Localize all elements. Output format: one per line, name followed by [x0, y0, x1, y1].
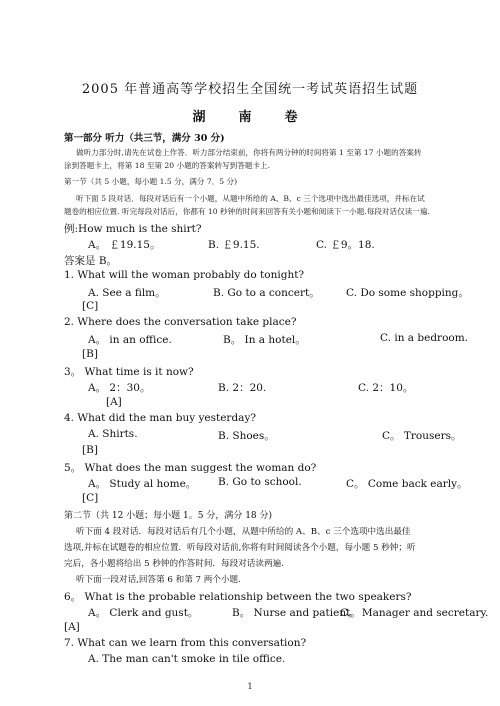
section1-heading: 第一节（共 5 小题，每小题 1.5 分，满分 7．5 分): [64, 177, 238, 186]
q3-answer: [A]: [106, 396, 122, 408]
q6-option-b: B。 Nurse and patient。: [232, 607, 361, 619]
q2-answer: [B]: [82, 348, 98, 360]
q5-answer: [C]: [82, 492, 99, 504]
section2-line4: 听下面一段对话,回答第 6 和第 7 两个小题.: [76, 575, 241, 585]
page-subtitle: 湖 南 卷: [192, 110, 308, 125]
page-number: 1: [247, 682, 253, 691]
q1-answer: [C]: [82, 300, 99, 312]
question-7: 7. What can we learn from this conversation?: [64, 637, 307, 649]
q6-option-c: C。 Manager and secretary.: [340, 607, 489, 619]
q5-option-a: A。 Study al home。: [88, 478, 197, 490]
section2-heading: 第二节（共 12 小题；每小题 1。5 分，满分 18 分): [64, 511, 273, 521]
q6-option-a: A。 Clerk and gust。: [88, 607, 199, 619]
q7-option-a: A. The man can't smoke in tile office.: [88, 653, 286, 665]
q2-option-a: A。 in an office.: [88, 334, 172, 346]
q4-answer: [B]: [82, 444, 98, 456]
section1-line1: 听下面 5 段对话．每段对话后有一个小题，从题中所给的 A、B、c 三个选项中选出最佳选项，并标在试: [76, 194, 425, 203]
q1-option-b: B. Go to a concert。: [213, 287, 320, 299]
section2-line3: 完后，各小题将给出 5 秒钟的作答时间．每段对话读两遍.: [64, 559, 284, 569]
q4-option-c: C。 Trousers。: [382, 430, 462, 442]
example-option-a: A。 ￡19.15。: [88, 239, 161, 251]
question-2: 2. Where does the conversation take place?: [64, 316, 297, 328]
q2-option-c: C. in a bedroom.: [380, 332, 469, 344]
section2-line1: 听下面 4 段对话．每段对话后有几个小题，从题中所给的 A、B、c 三个选项中选出最佳: [76, 527, 411, 537]
question-1: 1. What will the woman probably do tonight?: [64, 269, 305, 281]
q3-option-a: A。 2：30。: [88, 382, 151, 394]
q6-answer: [A]: [64, 621, 80, 633]
question-6: 6。 What is the probable relationship between the two speakers?: [64, 591, 412, 603]
q5-option-c: C。 Come back early。: [346, 478, 468, 490]
q4-option-a: A. Shirts.: [88, 428, 138, 440]
question-3: 3。 What time is it now?: [64, 366, 194, 378]
section2-line2: 选项,并标在试题卷的相应位置．听每段对话前,你将有时间阅读各个小题，每小题 5 秒钟；听: [64, 543, 416, 553]
question-4: 4. What did the man buy yesterday?: [64, 412, 256, 424]
part1-heading: 第一部分 听力（共三节，满分 30 分): [64, 133, 225, 144]
q3-option-b: B. 2：20.: [218, 382, 267, 394]
q2-option-b: B。 In a hotel。: [223, 334, 306, 346]
q1-option-a: A. See a film。: [88, 287, 166, 299]
part1-intro-line2: 涂到答题卡上，将第 18 至第 20 小题的答案转写到答题卡上.: [64, 161, 271, 170]
q3-option-c: C. 2：10。: [358, 382, 414, 394]
section1-line2: 题卷的相应位置. 听完每段对话后，你都有 10 秒钟的时间来回答有关小题和阅读下一小题.每段对话仅读一遍.: [64, 207, 430, 216]
q5-option-b: B. Go to school.: [218, 476, 302, 488]
q1-option-c: C. Do some shopping。: [346, 287, 469, 299]
q4-option-b: B. Shoes。: [218, 430, 275, 442]
example-option-c: C. ￡9。18.: [316, 239, 375, 251]
question-5: 5。 What does the man suggest the woman do?: [64, 462, 317, 474]
example-question: 例:How much is the shirt?: [64, 223, 202, 235]
part1-intro-line1: 做听力部分时,请先在试卷上作答．听力部分结束前，你将有两分钟的时间将第 1 至第 17 小题的答案转: [76, 148, 422, 157]
example-answer: 答案是 B。: [64, 255, 118, 267]
page-title: 2005 年普通高等学校招生全国统一考试英语招生试题: [81, 82, 419, 97]
example-option-b: B. ￡9.15.: [208, 239, 260, 251]
